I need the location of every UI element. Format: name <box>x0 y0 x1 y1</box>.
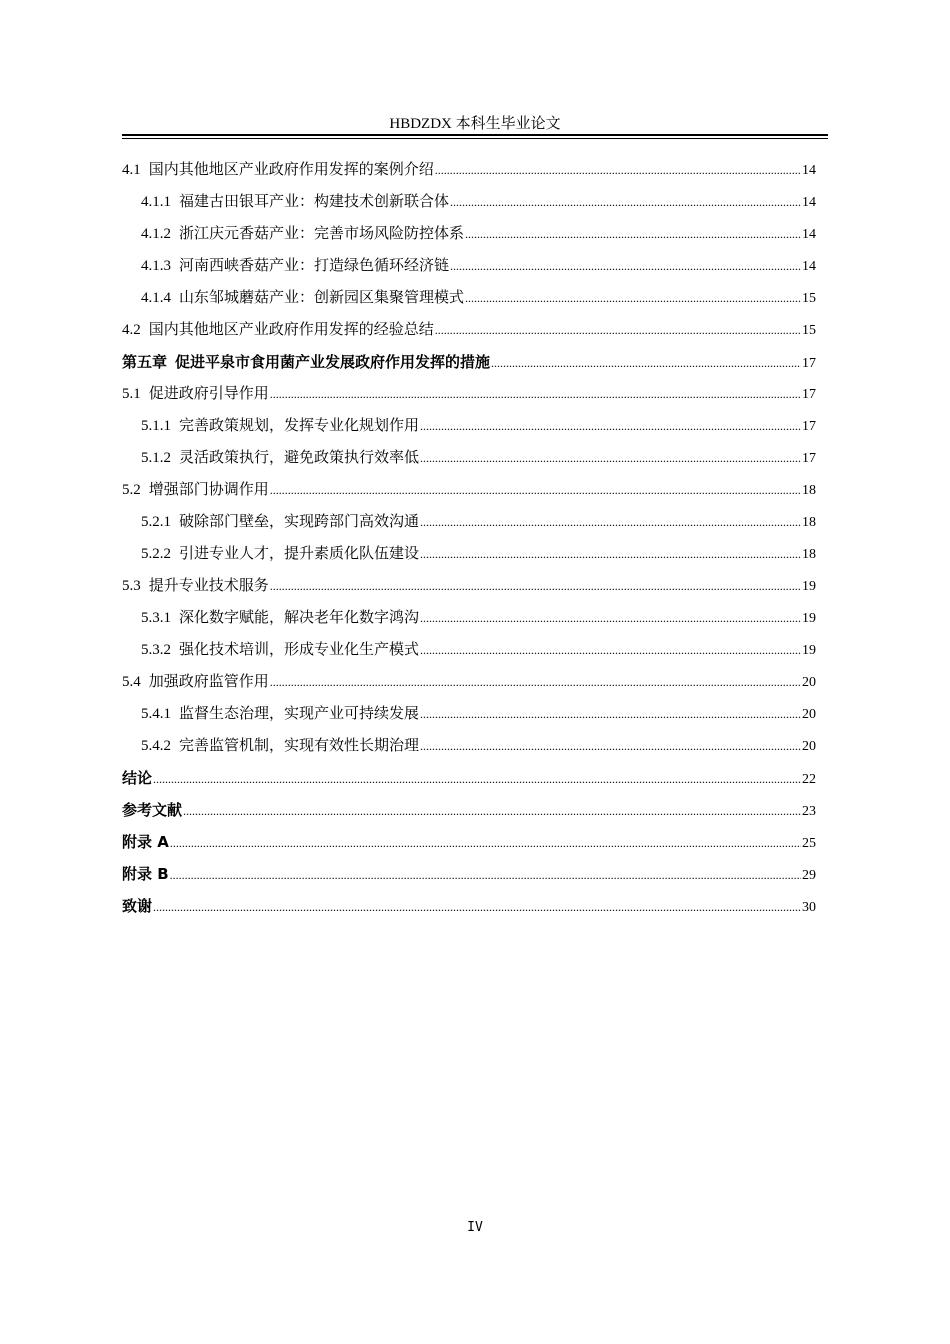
toc-entry-title: 附录 B <box>122 865 169 883</box>
toc-entry[interactable] <box>122 572 816 604</box>
toc-entry[interactable] <box>122 860 816 892</box>
toc-entry-page: 17 <box>802 451 816 466</box>
toc-entry[interactable] <box>122 892 816 924</box>
toc-entry-title: 致谢 <box>122 897 153 915</box>
toc-dot-leader <box>420 444 801 472</box>
toc-entry-number: 4.1 <box>122 162 141 178</box>
toc-entry-title: 完善监管机制，实现有效性长期治理 <box>179 738 420 754</box>
toc-entry-title: 浙江庆元香菇产业：完善市场风险防控体系 <box>179 226 465 242</box>
toc-entry-number: 5.3.2 <box>141 642 171 658</box>
toc-entry-number: 5.4 <box>122 674 141 690</box>
toc-entry-page: 17 <box>802 356 816 371</box>
toc-entry[interactable] <box>122 252 816 284</box>
toc-entry-number: 5.1.1 <box>141 418 171 434</box>
toc-entry-page: 20 <box>802 739 816 754</box>
toc-entry[interactable] <box>122 348 816 380</box>
toc-entry-number: 4.1.4 <box>141 290 171 306</box>
toc-entry[interactable] <box>122 284 816 316</box>
toc-entry-number: 5.1.2 <box>141 450 171 466</box>
toc-entry-page: 18 <box>802 547 816 562</box>
toc-dot-leader <box>450 188 801 216</box>
toc-entry-page: 18 <box>802 515 816 530</box>
toc-entry-number: 5.4.1 <box>141 706 171 722</box>
toc-entry[interactable] <box>122 796 816 828</box>
toc-entry-title: 深化数字赋能，解决老年化数字鸿沟 <box>179 610 420 626</box>
toc-entry-number: 4.1.3 <box>141 258 171 274</box>
toc-entry[interactable] <box>122 316 816 348</box>
toc-entry[interactable] <box>122 700 816 732</box>
toc-dot-leader <box>270 380 801 408</box>
toc-entry-number: 4.1.1 <box>141 194 171 210</box>
toc-entry-page: 18 <box>802 483 816 498</box>
toc-entry-page: 14 <box>802 259 816 274</box>
toc-entry-title: 引进专业人才，提升素质化队伍建设 <box>179 546 420 562</box>
page-header: HBDZDX 本科生毕业论文 <box>389 116 561 132</box>
toc-entry-number: 5.2.2 <box>141 546 171 562</box>
toc-dot-leader <box>153 765 801 793</box>
toc-dot-leader <box>170 861 801 889</box>
toc-entry[interactable] <box>122 764 816 796</box>
toc-dot-leader <box>450 252 801 280</box>
toc-entry[interactable] <box>122 380 816 412</box>
toc-entry-title: 促进政府引导作用 <box>148 386 269 402</box>
toc-dot-leader <box>420 508 801 536</box>
toc-entry-page: 14 <box>802 227 816 242</box>
toc-entry[interactable] <box>122 828 816 860</box>
header-rule-thick <box>122 134 828 136</box>
toc-entry-title: 加强政府监管作用 <box>148 674 269 690</box>
toc-dot-leader <box>435 316 801 344</box>
toc-entry[interactable] <box>122 508 816 540</box>
toc-entry[interactable] <box>122 668 816 700</box>
toc-entry-title: 强化技术培训，形成专业化生产模式 <box>179 642 420 658</box>
toc-entry-page: 25 <box>802 836 816 851</box>
toc-entry-title: 结论 <box>122 769 153 787</box>
toc-entry-title: 参考文献 <box>122 801 183 819</box>
toc-entry[interactable] <box>122 604 816 636</box>
toc-entry-title: 国内其他地区产业政府作用发挥的经验总结 <box>148 322 434 338</box>
toc-entry-page: 17 <box>802 419 816 434</box>
toc-entry-title: 完善政策规划，发挥专业化规划作用 <box>179 418 420 434</box>
toc-entry-number: 5.2.1 <box>141 514 171 530</box>
toc-entry[interactable] <box>122 476 816 508</box>
table-of-contents <box>122 156 816 924</box>
toc-dot-leader <box>435 156 801 184</box>
toc-dot-leader <box>270 572 801 600</box>
toc-dot-leader <box>420 732 801 760</box>
toc-entry-page: 19 <box>802 611 816 626</box>
toc-dot-leader <box>491 349 801 377</box>
toc-entry-page: 14 <box>802 195 816 210</box>
toc-entry-number: 5.2 <box>122 482 141 498</box>
toc-entry-page: 15 <box>802 291 816 306</box>
toc-entry-title: 河南西峡香菇产业：打造绿色循环经济链 <box>179 258 450 274</box>
toc-dot-leader <box>153 893 801 921</box>
toc-entry-title: 增强部门协调作用 <box>148 482 269 498</box>
toc-dot-leader <box>420 700 801 728</box>
toc-entry[interactable] <box>122 444 816 476</box>
toc-dot-leader <box>183 797 801 825</box>
toc-dot-leader <box>465 284 801 312</box>
toc-dot-leader <box>270 476 801 504</box>
toc-entry-page: 20 <box>802 707 816 722</box>
toc-entry-page: 23 <box>802 804 816 819</box>
toc-entry-page: 15 <box>802 323 816 338</box>
toc-entry[interactable] <box>122 156 816 188</box>
toc-entry-title: 监督生态治理，实现产业可持续发展 <box>179 706 420 722</box>
toc-entry[interactable] <box>122 636 816 668</box>
header-rule-thin <box>122 138 828 139</box>
toc-entry[interactable] <box>122 220 816 252</box>
toc-entry-number: 5.4.2 <box>141 738 171 754</box>
toc-entry-number: 4.2 <box>122 322 141 338</box>
toc-entry-page: 14 <box>802 163 816 178</box>
toc-entry-title: 山东邹城蘑菇产业：创新园区集聚管理模式 <box>179 290 465 306</box>
toc-entry-number: 4.1.2 <box>141 226 171 242</box>
toc-entry-number: 5.3 <box>122 578 141 594</box>
toc-dot-leader <box>270 668 801 696</box>
toc-entry[interactable] <box>122 540 816 572</box>
page-number: IV <box>467 1220 483 1235</box>
toc-entry-page: 17 <box>802 387 816 402</box>
toc-entry-number: 5.1 <box>122 386 141 402</box>
toc-entry-number: 第五章 <box>122 353 168 371</box>
toc-entry-title: 国内其他地区产业政府作用发挥的案例介绍 <box>148 162 434 178</box>
toc-entry-title: 附录 A <box>122 833 169 851</box>
toc-dot-leader <box>465 220 801 248</box>
toc-entry-page: 29 <box>802 868 816 883</box>
toc-dot-leader <box>420 540 801 568</box>
toc-entry-page: 20 <box>802 675 816 690</box>
toc-dot-leader <box>420 412 801 440</box>
toc-entry[interactable] <box>122 732 816 764</box>
toc-entry-page: 19 <box>802 579 816 594</box>
toc-entry-title: 破除部门壁垒，实现跨部门高效沟通 <box>179 514 420 530</box>
toc-dot-leader <box>420 604 801 632</box>
toc-entry-title: 灵活政策执行，避免政策执行效率低 <box>179 450 420 466</box>
toc-entry-title: 提升专业技术服务 <box>148 578 269 594</box>
toc-dot-leader <box>420 636 801 664</box>
toc-entry-page: 30 <box>802 900 816 915</box>
toc-entry-page: 22 <box>802 772 816 787</box>
toc-entry-page: 19 <box>802 643 816 658</box>
toc-dot-leader <box>170 829 801 857</box>
toc-entry[interactable] <box>122 412 816 444</box>
toc-entry-title: 促进平泉市食用菌产业发展政府作用发挥的措施 <box>175 353 491 371</box>
toc-entry-title: 福建古田银耳产业：构建技术创新联合体 <box>179 194 450 210</box>
toc-entry[interactable] <box>122 188 816 220</box>
toc-entry-number: 5.3.1 <box>141 610 171 626</box>
